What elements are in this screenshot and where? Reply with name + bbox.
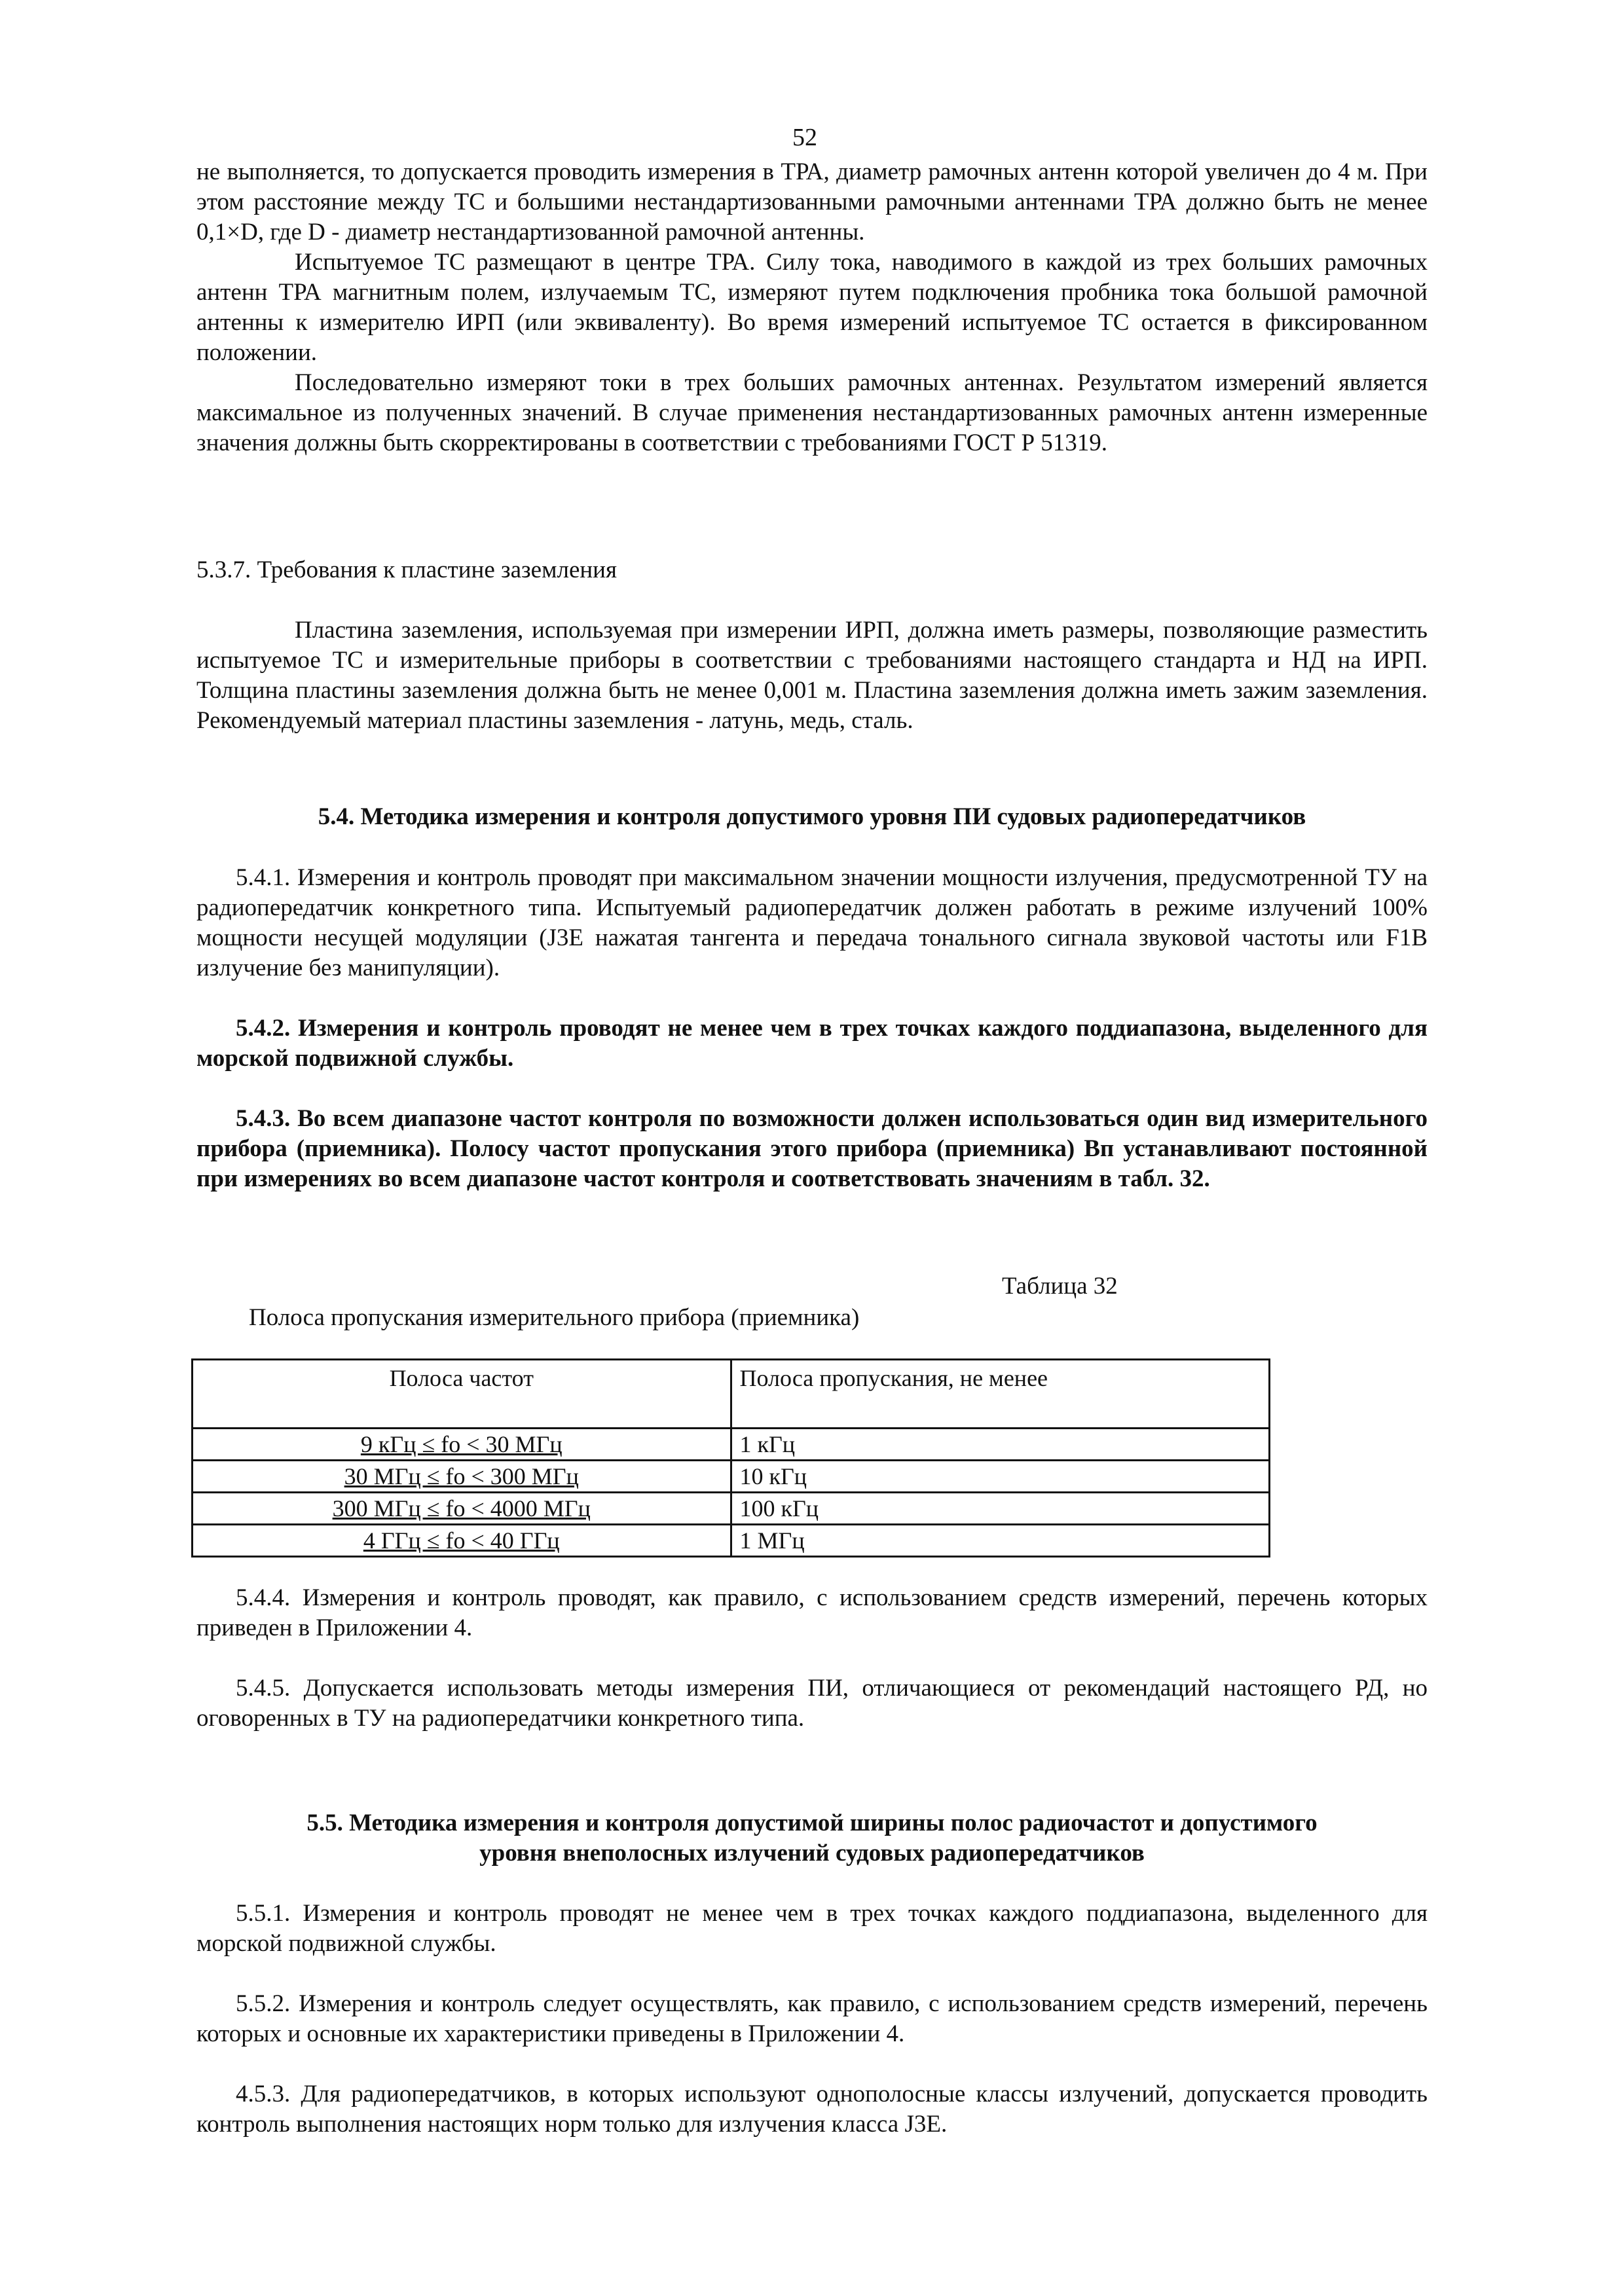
table-cell-bandwidth: 10 кГц [731,1461,1270,1493]
table-header-row [193,1360,1270,1429]
table-cell-bandwidth: 1 МГц [731,1525,1270,1557]
table-row [193,1525,1270,1557]
intro-paragraph-1: не выполняется, то допускается проводить измерения в ТРА, диаметр рамочных антенн которой увеличен до 4 м. При этом расстояние между ТС и большими нестандартизованными рамочными антеннами ТРА должно быть не менее 0,1×D, где D - диаметр нестандартизованной рамочной антенны. [196,158,1428,246]
section-5-4-heading: 5.4. Методика измерения и контроля допустимого уровня ПИ судовых радиопередатчиков [318,803,1306,830]
section-5-3-7-paragraph: Пластина заземления, используемая при измерении ИРП, должна иметь размеры, позволяющие разместить испытуемое ТС и измерительные приборы в соответствии с требованиями настоящего стандарта и НД на ИРП. Толщина пластины заземления должна быть не менее 0,001 м. Пластина заземления должна иметь зажим заземления. Рекомендуемый материал пластины заземления - латунь, медь, сталь. [196,617,1428,734]
table-cell-frequency-range: 300 МГц ≤ fo < 4000 МГц [193,1493,731,1525]
paragraph-5-4-3: 5.4.3. Во всем диапазоне частот контроля по возможности должен использоваться один вид измерительного прибора (приемника). Полосу частот пропускания этого прибора (приемника) Вп устанавливают постоянной при измерениях во всем диапазоне частот контроля и соответствовать значениям в табл. 32. [196,1105,1428,1192]
table-header-frequency-band: Полоса частот [193,1360,731,1429]
paragraph-4-5-3: 4.5.3. Для радиопередатчиков, в которых используют однополосные классы излучений, допускается проводить контроль выполнения настоящих норм только для излучения класса J3E. [196,2081,1428,2138]
intro-paragraph-2: Испытуемое ТС размещают в центре ТРА. Силу тока, наводимого в каждой из трех больших рамочных антенн ТРА магнитным полем, излучаемым ТС, измеряют путем подключения пробника тока большой рамочной антенны к измерителю ИРП (или эквиваленту). Во время измерений испытуемое ТС остается в фиксированном положении. [196,249,1428,366]
section-5-3-7 [196,555,1428,736]
section-5-5-heading-line-1: 5.5. Методика измерения и контроля допустимой ширины полос радиочастот и допустимого [306,1810,1318,1836]
table-row [193,1461,1270,1493]
section-5-3-7-heading: 5.3.7. Требования к пластине заземления [196,556,617,583]
section-5-5-heading-line-2: уровня внеполосных излучений судовых радиопередатчиков [479,1840,1145,1867]
intro-section [196,157,1428,458]
paragraph-5-5-1: 5.5.1. Измерения и контроль проводят не менее чем в трех точках каждого поддиапазона, выделенного для морской подвижной службы. [196,1900,1428,1957]
table-cell-frequency-range: 4 ГГц ≤ fo < 40 ГГц [193,1525,731,1557]
bandwidth-table [191,1358,1270,1558]
table-cell-bandwidth: 100 кГц [731,1493,1270,1525]
table-number: Таблица 32 [1002,1273,1118,1300]
table-header-bandwidth: Полоса пропускания, не менее [731,1360,1270,1429]
paragraph-5-4-4: 5.4.4. Измерения и контроль проводят, как правило, с использованием средств измерений, перечень которых приведен в Приложении 4. [196,1584,1428,1641]
table-title: Полоса пропускания измерительного прибора (приемника) [249,1304,860,1331]
section-5-5-heading [196,1808,1428,1868]
page-number: 52 [792,124,817,151]
paragraph-5-4-5: 5.4.5. Допускается использовать методы измерения ПИ, отличающиеся от рекомендаций настоящего РД, но оговоренных в ТУ на радиопередатчики конкретного типа. [196,1675,1428,1732]
paragraph-5-4-2: 5.4.2. Измерения и контроль проводят не менее чем в трех точках каждого поддиапазона, выделенного для морской подвижной службы. [196,1015,1428,1072]
section-5-5-paragraphs [196,1899,1428,2140]
paragraph-5-5-2: 5.5.2. Измерения и контроль следует осуществлять, как правило, с использованием средств измерений, перечень которых и основные их характеристики приведены в Приложении 4. [196,1990,1428,2047]
table-row [193,1429,1270,1461]
table-cell-bandwidth: 1 кГц [731,1429,1270,1461]
section-5-4-tail [196,1583,1428,1734]
table-cell-frequency-range: 30 МГц ≤ fo < 300 МГц [193,1461,731,1493]
section-5-4-paragraphs [196,863,1428,1194]
table-row [193,1493,1270,1525]
table-cell-frequency-range: 9 кГц ≤ fo < 30 МГц [193,1429,731,1461]
intro-paragraph-3: Последовательно измеряют токи в трех больших рамочных антеннах. Результатом измерений является максимальное из полученных значений. В случае применения нестандартизованных рамочных антенн измеренные значения должны быть скорректированы в соответствии с требованиями ГОСТ Р 51319. [196,369,1428,456]
paragraph-5-4-1: 5.4.1. Измерения и контроль проводят при максимальном значении мощности излучения, предусмотренной ТУ на радиопередатчик конкретного типа. Испытуемый радиопередатчик должен работать в режиме излучений 100% мощности несущей модуляции (J3E нажатая тангента и передача тонального сигнала звуковой частоты или F1B излучение без манипуляции). [196,864,1428,981]
